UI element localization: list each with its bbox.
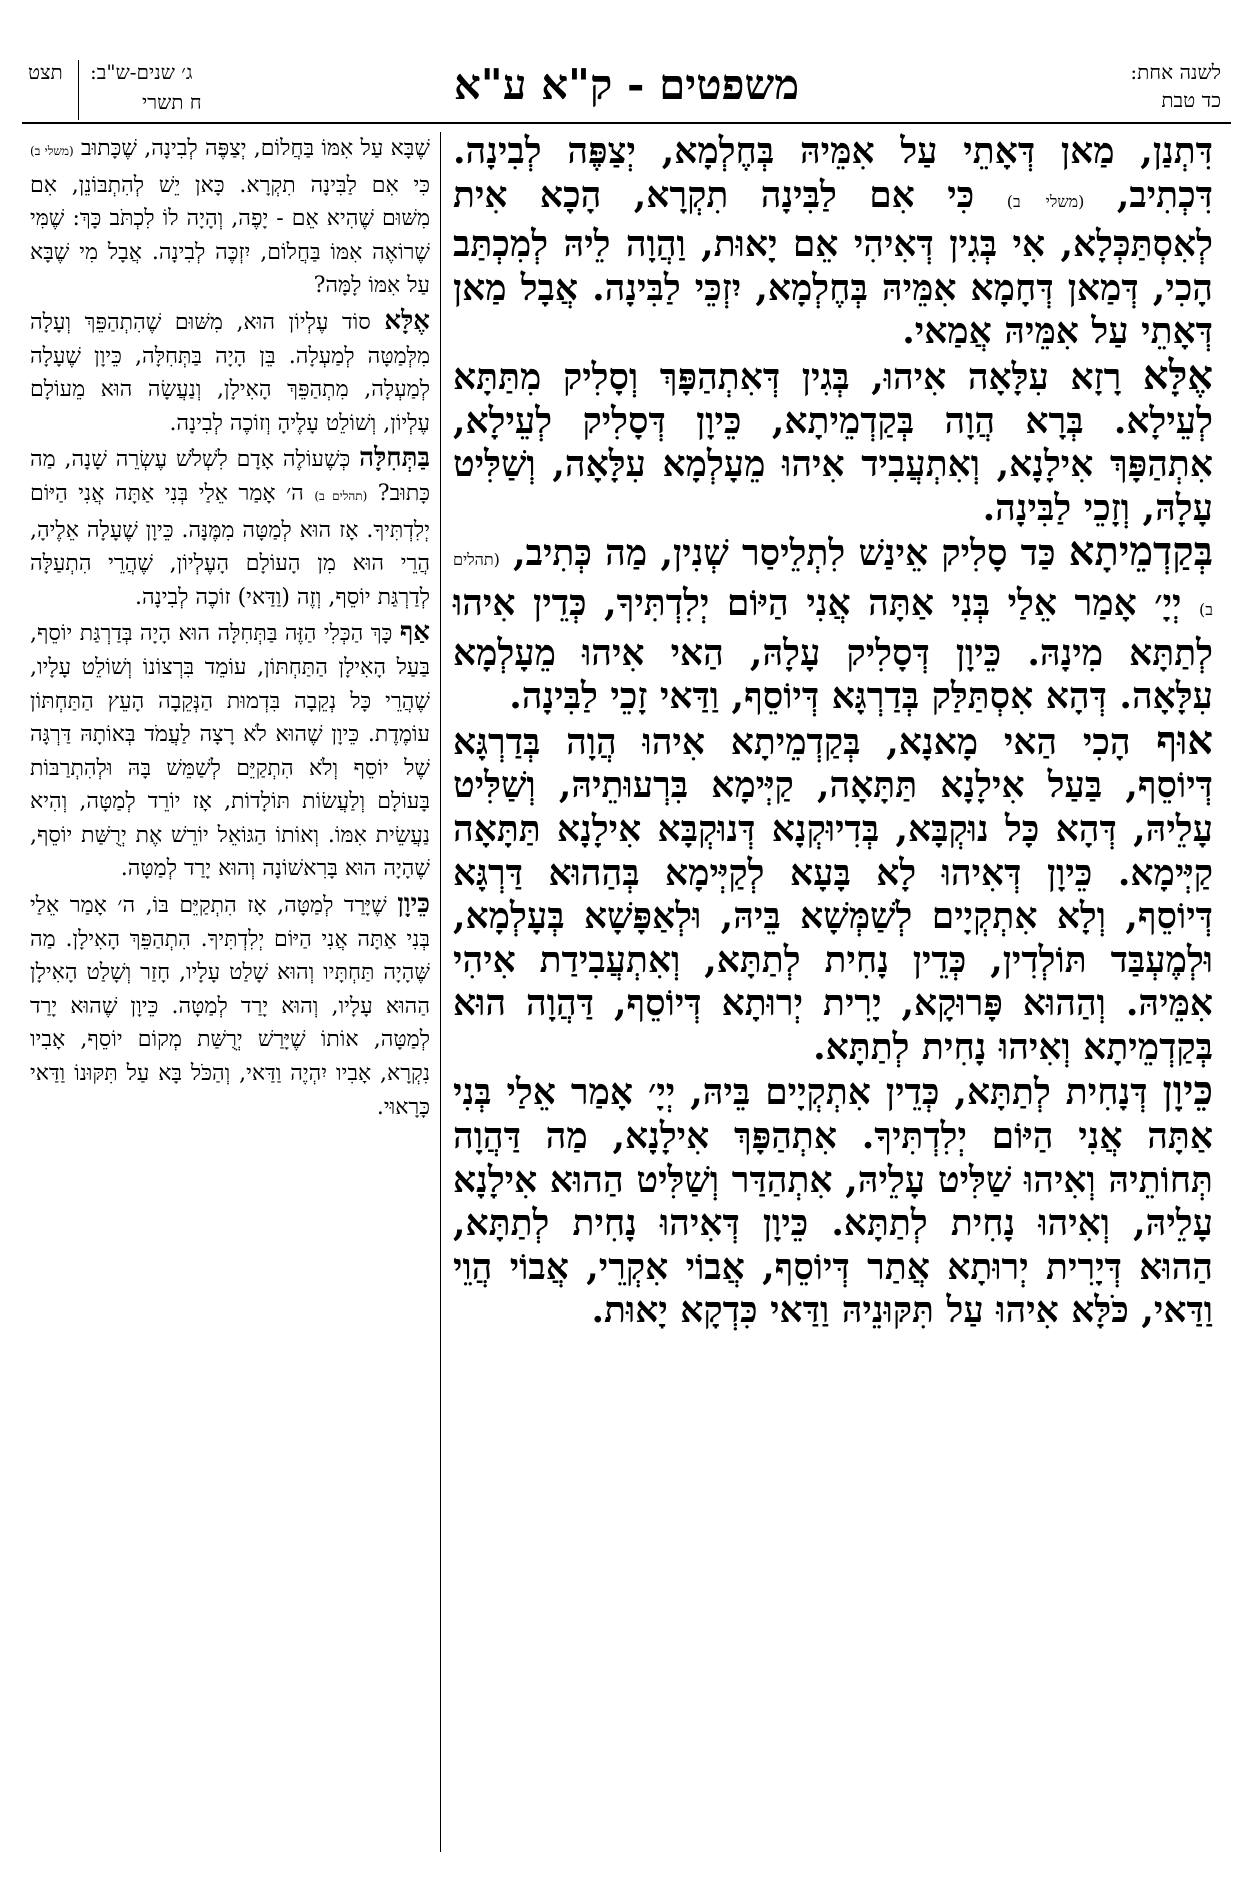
paragraph-lead-word: כֵּיוָן — [397, 889, 430, 920]
paragraph-lead-word: בְּקַדְמֵיתָא — [1068, 528, 1213, 576]
paragraph-lead-word: אוּף — [1156, 716, 1213, 764]
source-reference: (משלי ב) — [1006, 191, 1085, 211]
header-divider — [78, 60, 79, 120]
side-hebrew-translation-column — [30, 132, 430, 1126]
side-paragraph — [30, 616, 430, 886]
column-separator — [440, 132, 441, 1852]
main-paragraph-text: דְּנָחִית לְתַתָּא, כְּדֵין אִתְקְיָים בֵּיהּ, יְיָ׳ אָמַר אֵלַי בְּנִי אַתָּה אֲנִי הַיּוֹם יְלִדְתִּיךָ. אִתְהַפָּךְ אִילָנָא, מַה דַּהֲוָה תְּחוֹתֵיהּ וְאִיהוּ שַׁלִּיט עָלֵיהּ, אִתְהַדַּר וְשַׁלִּיט הַהוּא אִילָנָא עָלֵיהּ, וְאִיהוּ נָחִית לְתַתָּא. כֵּיוָן דְּאִיהוּ נָחִית לְתַתָּא, הַהוּא דְּיָרִית יְרוּתָא אֲתַר דְּיוֹסֵף, אֲבוֹי אִקְרֵי, אֲבוֹי הֲוֵי וַדַּאי, כֹּלָּא אִיהוּ עַל תִּקּוּנֵיהּ וַדַּאי כִּדְקָא יָאוּת. — [453, 1071, 1213, 1332]
header-rule — [22, 122, 1231, 124]
source-reference: (תהלים ב) — [314, 488, 368, 503]
side-paragraph — [30, 132, 430, 303]
paragraph-lead-word: אַף — [399, 617, 430, 648]
main-paragraph — [453, 1069, 1213, 1333]
paragraph-lead-word: אֶלָּא — [384, 305, 430, 336]
page-number: תצט — [28, 60, 63, 84]
paragraph-lead-word: כֵּיוָן — [1162, 1067, 1213, 1115]
source-reference: (תהלים ב) — [453, 550, 1213, 619]
side-paragraph — [30, 888, 430, 1124]
page-title: משפטים - ק"א ע"א — [453, 60, 800, 109]
header-one-year-date: כד טבת — [1161, 88, 1221, 112]
side-paragraph — [30, 305, 430, 440]
main-paragraph-text: כִּי אִם לַבִּינָה תִקְרָא, הָכָא אִית לְאִסְתַּכְּלָא, אִי בְּגִין דְּאִיהִי אֵם יָאוּת, וַהֲוָה לֵיהּ לְמִכְתַּב הָכִי, דְּמַאן דְּחָמָא אִמֵּיהּ בְּחֶלְמָא, יִזְכֵּי לַבִּינָה. אֲבָל מַאן דְּאָתֵי עַל אִמֵּיהּ אֲמַאי. — [453, 173, 1213, 353]
side-paragraph-text: כְּשֶׁעוֹלֶה אָדָם לִשְׁלֹשׁ עֶשְׂרֵה שָׁנָה, מַה כָּתוּב? — [30, 447, 430, 506]
main-paragraph — [453, 130, 1213, 354]
main-paragraph — [453, 351, 1213, 530]
main-paragraph-text: יְיָ׳ אָמַר אֵלַי בְּנִי אַתָּה אֲנִי הַיּוֹם יְלִדְתִּיךָ, כְּדֵין אִיהוּ לְתַתָּא מִינָהּ. כֵּיוָן דְּסָלִיק עָלָהּ, הַאי אִיהוּ מֵעָלְמָא עִלָּאָה. דְּהָא אִסְתַּלַּק בְּדַרְגָּא דְּיוֹסֵף, וַדַּאי זָכֵי לַבִּינָה. — [453, 581, 1213, 718]
header-three-years-date: ח תשרי — [142, 90, 202, 114]
side-paragraph-text: כִּי אִם לַבִּינָה תִקְרָא. כָּאן יֵשׁ לְהִתְבּוֹנֵן, אִם מִשּׁוּם שֶׁהִיא אֵם - יָפֶה, וְהָיָה לוֹ לִכְתֹּב כָּךְ: שֶׁמִּי שֶׁרוֹאֶה אִמּוֹ בַּחֲלוֹם, יִזְכֶּה לְבִינָה. אֲבָל מִי שֶׁבָּא עַל אִמּוֹ לָמָּה? — [30, 172, 431, 299]
main-paragraph-text: דִּתְנַן, מַאן דְּאָתֵי עַל אִמֵּיהּ בְּחֶלְמָא, יְצַפֶּה לְבִינָה. דִּכְתִיב, — [453, 130, 1213, 216]
side-paragraph — [30, 442, 430, 614]
source-reference: (משלי ב) — [30, 144, 74, 158]
main-paragraph — [453, 530, 1213, 718]
main-aramaic-column — [453, 130, 1213, 1333]
paragraph-lead-word: אֶלָּא — [1142, 351, 1213, 399]
main-paragraph-text: כַּד סָלִיק אֵינַשׁ לִתְלֵיסַר שְׁנִין, מַה כְּתִיב, — [513, 532, 1056, 575]
side-paragraph-text: סוֹד עֶלְיוֹן הוּא, מִשּׁוּם שֶׁהִתְהַפֵּךְ וְעָלָה מִלְּמַטָּה לְמַעְלָה. בֵּן הָיָה בַּתְּחִלָּה, כֵּיוָן שֶׁעָלָה לְמַעְלָה, מִתְהַפֵּךְ הָאִילָן, וְנַעֲשָׂה הוּא מֵעוֹלָם עֶלְיוֹן, וְשׁוֹלֵט עָלֶיהָ וְזוֹכֶה לְבִינָה. — [30, 309, 430, 436]
header-three-years-label: ג׳ שנים-ש"ב: — [90, 60, 193, 84]
main-paragraph-text: רָזָא עִלָּאָה אִיהוּ, בְּגִין דְּאִתְהַפָּךְ וְסָלִיק מִתַּתָּא לְעֵילָא. בְּרָא הֲוָה בְּקַדְמֵיתָא, כֵּיוָן דְּסָלִיק לְעֵילָא, אִתְהַפָּךְ אִילָנָא, וְאִתְעֲבִיד אִיהוּ מֵעָלְמָא עִלָּאָה, וְשַׁלִּיט עָלָהּ, וְזָכֵי לַבִּינָה. — [453, 355, 1213, 529]
header-one-year-label: לשנה אחת: — [1130, 60, 1221, 84]
side-paragraph-text: כָּךְ הַכְּלִי הַזֶּה בַּתְּחִלָּה הוּא הָיָה בְּדַרְגַּת יוֹסֵף, בַּעַל הָאִילָן הַתַּחְתּוֹן, עוֹמֵד בִּרְצוֹנוֹ וְשׁוֹלֵט עָלָיו, שֶׁהֲרֵי כָּל נְקֵבָה בִּדְמוּת הַנְּקֵבָה הָעֵץ הַתַּחְתּוֹן עוֹמֶדֶת. כֵּיוָן שֶׁהוּא לֹא רָצָה לַעֲמֹד בְּאוֹתָהּ דַּרְגָּה שֶׁל יוֹסֵף וְלֹא הִתְקַיֵּם לְשַׁמֵּשׁ בָּהּ וּלְהִתְרַבּוֹת בָּעוֹלָם וְלַעֲשׂוֹת תּוֹלָדוֹת, אָז יוֹרֵד לְמַטָּה, וְהִיא נַעֲשֵׂית אִמּוֹ. וְאוֹתוֹ הַגּוֹאֵל יוֹרֵשׁ אֶת יְרֻשַּׁת יוֹסֵף, שֶׁהָיָה הוּא בָּרִאשׁוֹנָה וְהוּא יָרַד לְמַטָּה. — [30, 621, 430, 882]
page-header — [22, 58, 1231, 120]
side-paragraph-text: שֶׁבָּא עַל אִמּוֹ בַּחֲלוֹם, יְצַפֶּה לְבִינָה, שֶׁכָּתוּב — [80, 136, 430, 161]
paragraph-lead-word: בַּתְּחִלָּה — [359, 443, 430, 474]
side-paragraph-text: ה׳ אָמַר אֵלַי בְּנִי אַתָּה אֲנִי הַיּוֹם יְלִדְתִּיךָ. אָז הוּא לְמַטָּה מִמֶּנָּה. כֵּיוָן שֶׁעָלָה אֵלֶיהָ, הֲרֵי הוּא מִן הָעוֹלָם הָעֶלְיוֹן, שֶׁהֲרֵי הִתְעַלָּה לְדַרְגַּת יוֹסֵף, וְזֶה (וַדַּאי) זוֹכֶה לְבִינָה. — [30, 480, 430, 610]
main-paragraph — [453, 716, 1213, 1070]
side-paragraph-text: שֶׁיָּרַד לְמַטָּה, אָז הִתְקַיֵּם בּוֹ, ה׳ אָמַר אֵלַי בְּנִי אַתָּה אֲנִי הַיּוֹם יְלִדְתִּיךָ. הִתְהַפֵּךְ הָאִילָן. מַה שֶּׁהָיָה תַּחְתָּיו וְהוּא שָׁלַט עָלָיו, חָזַר וְשָׁלַט הָאִילָן הַהוּא עָלָיו, וְהוּא יָרַד לְמַטָּה. כֵּיוָן שֶׁהוּא יָרַד לְמַטָּה, אוֹתוֹ שֶׁיָּרַשׁ יְרֻשַּׁת מְקוֹם יוֹסֵף, אָבִיו נִקְרָא, אָבִיו יִהְיֶה וַדַּאי, וְהַכֹּל בָּא עַל תִּקּוּנוֹ וַדַּאי כָּרָאוּי. — [30, 893, 430, 1120]
main-paragraph-text: הָכִי הַאי מָאנָא, בְּקַדְמֵיתָא אִיהוּ הֲוָה בְּדַרְגָּא דְּיוֹסֵף, בַּעַל אִילָנָא תַּתָּאָה, קַיְּימָא בִּרְעוּתֵיהּ, וְשַׁלִּיט עָלֵיהּ, דְּהָא כָּל נוּקְבָּא, בְּדִיוּקְנָא דְּנוּקְבָּא אִילָנָא תַּתָּאָה קַיְּימָא. כֵּיוָן דְּאִיהוּ לָא בָּעָא לְקַיְּימָא בְּהַהוּא דַּרְגָּא דְּיוֹסֵף, וְלָא אִתְקְיָים לְשַׁמְּשָׁא בֵּיהּ, וּלְאַפָּשָׁא בְּעָלְמָא, וּלְמֶעְבַּד תּוֹלְדִין, כְּדֵין נָחִית לְתַתָּא, וְאִתְעֲבִידַת אִיהִי אִמֵּיהּ. וְהַהוּא פָּרוּקָא, יָרִית יְרוּתָא דְּיוֹסֵף, דַּהֲוָה הוּא בְּקַדְמֵיתָא וְאִיהוּ נָחִית לְתַתָּא. — [453, 720, 1213, 1068]
